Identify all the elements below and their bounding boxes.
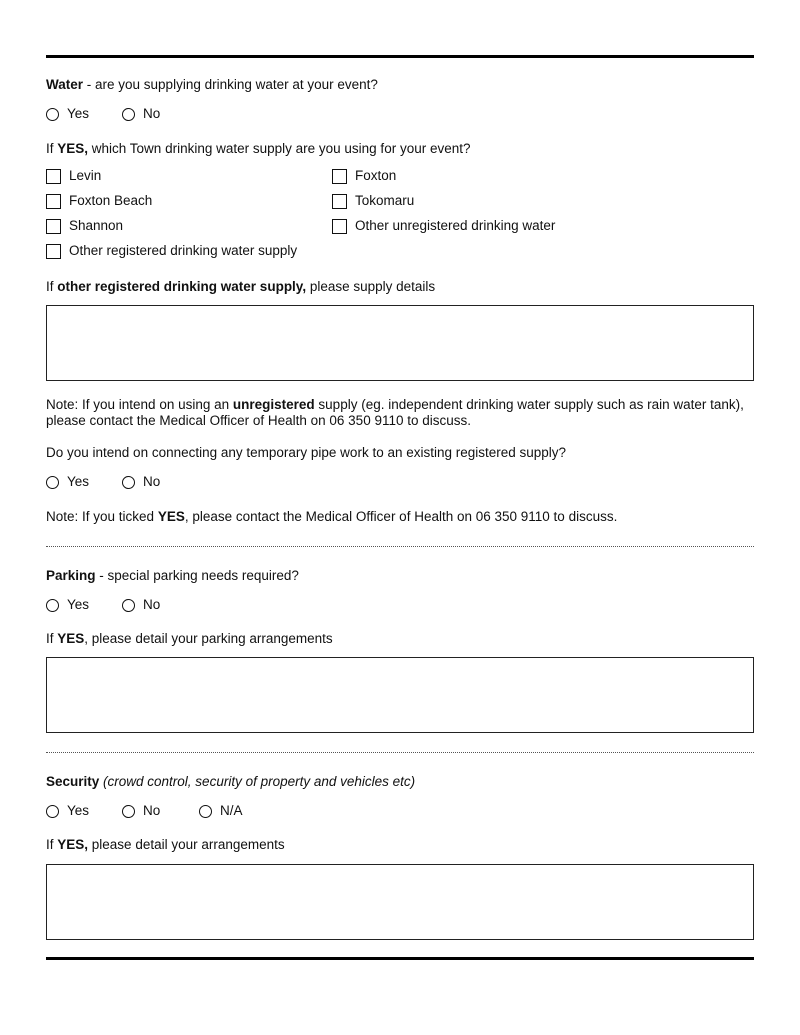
parking-yes-radio[interactable]: Yes (46, 597, 89, 613)
supply-shannon-checkbox[interactable]: Shannon (46, 218, 123, 234)
checkbox-icon[interactable] (46, 244, 61, 259)
parking-details-textarea[interactable] (46, 657, 754, 733)
security-question: Security (crowd control, security of property and vehicles etc) (46, 774, 416, 789)
radio-icon[interactable] (46, 476, 59, 489)
radio-icon[interactable] (122, 805, 135, 818)
water-yes-radio[interactable]: Yes (46, 106, 89, 122)
section-divider (46, 546, 754, 547)
supply-foxton-checkbox[interactable]: Foxton (332, 168, 396, 184)
supply-other-registered-checkbox[interactable]: Other registered drinking water supply (46, 243, 297, 259)
checkbox-icon[interactable] (332, 219, 347, 234)
parking-no-radio[interactable]: No (122, 597, 160, 613)
radio-icon[interactable] (46, 108, 59, 121)
checkbox-icon[interactable] (332, 194, 347, 209)
pipe-question: Do you intend on connecting any temporary pipe work to an existing registered supply? (46, 445, 567, 460)
section-divider (46, 752, 754, 753)
unregistered-note: Note: If you intend on using an unregistered supply (eg. independent drinking water supply such as rain water tank), please contact the Medical Officer of Health on 06 350 9110 to discuss. (46, 397, 744, 428)
radio-icon[interactable] (46, 599, 59, 612)
water-supply-question: If YES, which Town drinking water supply are you using for your event? (46, 141, 471, 156)
pipe-yes-radio[interactable]: Yes (46, 474, 89, 490)
checkbox-icon[interactable] (332, 169, 347, 184)
security-details-textarea[interactable] (46, 864, 754, 940)
radio-icon[interactable] (199, 805, 212, 818)
security-yes-radio[interactable]: Yes (46, 803, 89, 819)
security-na-radio[interactable]: N/A (199, 803, 243, 819)
supply-foxton-beach-checkbox[interactable]: Foxton Beach (46, 193, 152, 209)
security-details-label: If YES, please detail your arrangements (46, 837, 285, 852)
water-details-textarea[interactable] (46, 305, 754, 381)
water-details-label: If other registered drinking water supply, please supply details (46, 279, 436, 294)
radio-icon[interactable] (122, 599, 135, 612)
radio-icon[interactable] (46, 805, 59, 818)
supply-levin-checkbox[interactable]: Levin (46, 168, 101, 184)
supply-tokomaru-checkbox[interactable]: Tokomaru (332, 193, 414, 209)
water-question: Water - are you supplying drinking water at your event? (46, 77, 378, 92)
pipe-note: Note: If you ticked YES, please contact the Medical Officer of Health on 06 350 9110 to discuss. (46, 509, 618, 524)
parking-details-label: If YES, please detail your parking arrangements (46, 631, 333, 646)
radio-icon[interactable] (122, 108, 135, 121)
checkbox-icon[interactable] (46, 169, 61, 184)
parking-question: Parking - special parking needs required? (46, 568, 299, 583)
supply-other-unregistered-checkbox[interactable]: Other unregistered drinking water (332, 218, 555, 234)
checkbox-icon[interactable] (46, 194, 61, 209)
radio-icon[interactable] (122, 476, 135, 489)
bottom-rule (46, 957, 754, 960)
security-no-radio[interactable]: No (122, 803, 160, 819)
top-rule (46, 55, 754, 58)
water-no-radio[interactable]: No (122, 106, 160, 122)
pipe-no-radio[interactable]: No (122, 474, 160, 490)
checkbox-icon[interactable] (46, 219, 61, 234)
